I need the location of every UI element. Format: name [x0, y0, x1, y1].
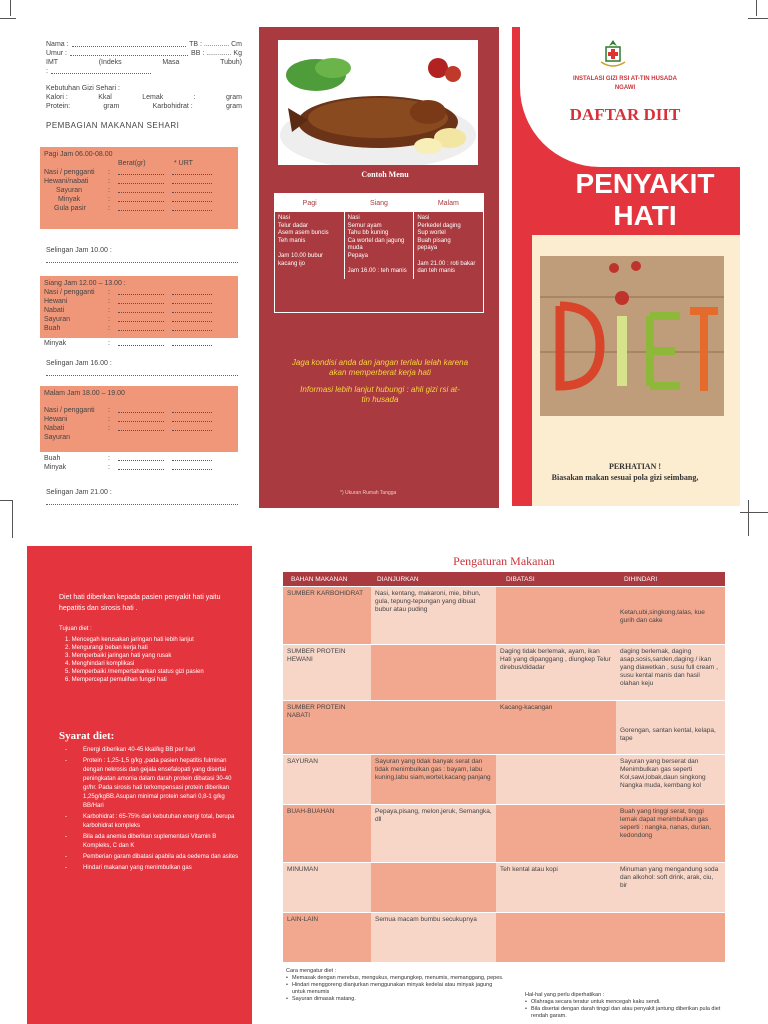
menu-item: Perkedel daging — [417, 222, 461, 229]
urt-label: * URT — [174, 160, 193, 167]
siang-title: Siang Jam 12.00 – 13.00 : — [44, 280, 126, 287]
table-row — [283, 912, 725, 962]
meal-item: Minyak — [58, 196, 81, 203]
cell-hindar: Minuman yang mengandung soda dan alkohol: soft drink, arak, ciu, bir — [620, 866, 719, 889]
cara-title: Cara mengatur diet : — [286, 968, 337, 974]
meal-box-malam: Malam Jam 18.00 – 19.00 Nasi / pengganti : Hewani : Nabati : Sayuran — [40, 386, 238, 452]
cell-anjur — [371, 645, 496, 700]
cell-bahan: SUMBER KARBOHIDRAT — [287, 590, 364, 597]
menu-col-pagi — [275, 212, 345, 279]
tujuan-item: 5. Memperbaiki /mempertahankan status gizi pasien — [65, 669, 204, 675]
meal-box-pagi: Pagi Jam 06.00-08.00 Berat(gr) * URT Nasi / pengganti : Hewani/nabati : Sayuran : Minyak : Gula pasir : — [40, 147, 238, 229]
menu-item: pepaya — [417, 245, 438, 251]
patient-form — [46, 40, 242, 130]
syarat-item: Hindari makanan yang menimbulkan gas — [83, 865, 192, 871]
crop-mark — [0, 500, 12, 501]
footnote-urt: *) Ukuran Rumah Tangga — [340, 490, 397, 496]
gram-label: gram — [226, 103, 242, 110]
cell-bahan: BUAH-BUAHAN — [287, 808, 335, 815]
cell-anjur: Pepaya,pisang, melon,jeruk, Semangka, dll — [371, 805, 496, 862]
menu-item: Jam 21.00 : roti bakar dan teh manis — [417, 260, 476, 274]
syarat-item: Energi diberikan 40-45 kkal/kg BB per hari — [83, 747, 196, 753]
menu-item: Ca wortel dan jagung muda — [347, 237, 405, 251]
meal-item: Sayuran — [44, 434, 71, 441]
menu-item: Buah pisang — [417, 237, 451, 244]
menu-header: Malam — [437, 199, 459, 207]
malam-after-rows: Buah : Minyak : — [44, 454, 238, 472]
menu-item: Teh manis — [278, 237, 306, 244]
crop-mark — [0, 18, 16, 19]
dotted-line — [46, 255, 238, 263]
tujuan-list — [65, 636, 243, 684]
selingan-2 — [46, 359, 238, 376]
menu-item: Nasi — [347, 215, 360, 221]
pagi-title: Pagi Jam 06.00-08.00 — [44, 151, 113, 158]
table-row — [283, 586, 725, 644]
menu-item: Pepaya — [347, 252, 369, 259]
menu-item: Jam 16.00 : teh manis — [347, 268, 407, 274]
crop-mark — [748, 18, 768, 19]
dotted-line — [72, 40, 187, 47]
meal-item: Nabati — [44, 425, 65, 432]
meal-item: Buah — [44, 325, 61, 332]
kebutuhan-title: Kebutuhan Gizi Sehari : — [46, 85, 120, 92]
tb-label: TB : ............. Cm — [189, 41, 242, 48]
hal-item: Bila disertai dengan darah tinggi dan atau penyakit jantung diberikan pula diet rendah garam. — [531, 1006, 721, 1019]
gram-label: gram — [103, 103, 120, 110]
karbohidrat-label: Karbohidrat : — [152, 103, 193, 110]
hospital-logo — [595, 38, 631, 70]
table-row — [283, 700, 725, 754]
table-header: DIHINDARI — [624, 575, 658, 583]
pembagian-title: PEMBAGIAN MAKANAN SEHARI — [46, 121, 180, 130]
diet-photo — [540, 256, 724, 416]
kkal-label: Kkal — [98, 94, 112, 101]
cell-batas — [496, 805, 616, 862]
cell-bahan: MINUMAN — [287, 866, 319, 873]
perhatian-title: PERHATIAN ! — [608, 462, 662, 471]
crop-mark — [748, 500, 749, 536]
pengaturan-title: Pengaturan Makanan — [453, 554, 555, 568]
selingan-3 — [46, 488, 238, 505]
meal-item: Buah — [44, 455, 61, 462]
cell-anjur: Sayuran yang tidak banyak serat dan tidak menimbulkan gas : bayam, labu kuning,labu siam,wortel,kacang panjang — [371, 755, 496, 804]
table-header: DIBATASI — [506, 575, 535, 583]
menu-item: Sup wortel — [417, 230, 446, 236]
note-jaga-kondisi: Jaga kondisi anda dan jangan terlalu lelah karena akan memperberat kerja hati — [291, 358, 469, 377]
cover-strip — [512, 235, 532, 506]
cara-item: Memasak dengan merebus, mengukus, mengungkep, menumis, memanggang, pepes. — [292, 975, 504, 981]
cell-hindar: Ketan,ubi,singkong,talas, kue gurih dan cake — [620, 609, 705, 624]
meal-item: Nasi / pengganti — [44, 169, 95, 176]
meal-item: Nabati — [44, 307, 65, 314]
imt-label: IMT — [46, 59, 59, 66]
dotted-line — [46, 368, 238, 376]
tujuan-item: 1. Mencegah kerusakan jaringan hati lebih lanjut — [65, 637, 194, 643]
hal-item: Olahraga secara teratur untuk mencegah kaku sendi. — [531, 999, 661, 1005]
menu-item: Telur dadar — [278, 222, 309, 229]
selingan-1 — [46, 246, 238, 263]
cell-anjur — [371, 701, 496, 754]
cover-title-penyakit: PENYAKIT — [575, 168, 715, 199]
meal-item: Gula pasir — [54, 205, 86, 212]
dotted-line — [51, 67, 151, 74]
indeks-label: (Indeks — [98, 59, 122, 66]
menu-col-siang — [345, 212, 415, 279]
tujuan-item: 3. Memperbaiki jaringan hati yang rusak — [65, 653, 172, 659]
masa-label: Masa — [162, 59, 180, 66]
table-row — [283, 804, 725, 862]
cell-hindar: Gorengan, santan kental, kelapa, tape — [616, 701, 725, 754]
cell-bahan: SAYURAN — [287, 758, 318, 765]
crop-mark — [10, 0, 11, 16]
cell-batas — [496, 587, 616, 644]
cara-item: Hindari menggoreng dianjurkan menggunakan minyak kedelai atau minyak jagung untuk menumis — [292, 982, 493, 995]
institution-name: INSTALASI GIZI RSI AT-TIN HUSADA — [573, 76, 677, 82]
dotted-line — [46, 497, 238, 505]
menu-caption: Contoh Menu — [361, 170, 409, 179]
meal-item: Hewani — [44, 298, 68, 305]
meal-item: Minyak — [44, 464, 67, 471]
cell-bahan: LAIN-LAIN — [287, 916, 319, 923]
colon: : — [193, 94, 196, 101]
table-row — [283, 862, 725, 912]
dotted-line — [70, 49, 188, 56]
cell-anjur: Nasi, kentang, makaroni, mie, bihun, gula, tepung-tepungan yang dibuat bubur atau puding — [371, 587, 496, 644]
daftar-diit-title: DAFTAR DIIT — [569, 105, 681, 124]
menu-example-table — [274, 193, 484, 313]
cell-bahan: SUMBER PROTEIN HEWANI — [287, 648, 346, 663]
gram-label: gram — [226, 94, 242, 101]
cell-batas — [496, 755, 616, 804]
intro-paragraph: Diet hati diberikan kepada pasien penyakit hati yaitu hepatitis dan sirosis hati . — [59, 594, 221, 612]
umur-label: Umur : — [46, 50, 67, 57]
colon: : — [46, 68, 48, 75]
meal-item: Hewani/nabati — [44, 178, 89, 185]
tubuh-label: Tubuh) — [220, 59, 242, 66]
menu-col-malam — [414, 212, 483, 279]
meal-box-siang: Siang Jam 12.00 – 13.00 : Nasi / pengganti : Hewani : Nabati : Sayuran : Buah : — [40, 276, 238, 338]
table-header: DIANJURKAN — [377, 575, 419, 583]
cell-batas — [496, 913, 616, 962]
menu-item: Asem asem buncis — [278, 230, 329, 236]
table-header: BAHAN MAKANAN — [291, 575, 348, 583]
menu-header: Pagi — [302, 199, 317, 207]
cell-bahan: SUMBER PROTEIN NABATI — [287, 704, 346, 719]
table-row — [283, 644, 725, 700]
crop-mark — [12, 500, 13, 538]
menu-item: Semur ayam — [347, 222, 382, 229]
selingan-label: Selingan Jam 10.00 : — [46, 247, 112, 254]
syarat-list: - Energi diberikan 40-45 kkal/kg BB per hari - Protein : 1,25-1,5 g/kg ,pada pasien hepatitis fulminan dengan nekrosis dan gejala ensefalopati yang disertai peningkatan amonia dalam darah protein dibatasi 30-40 gr/hr. Pada sirosis hati terkompensasi protein diberikan 1,25g/kgBB.Asupan minimal protein sehari 0,8-1 g/kg BB/Hari - Karbohidrat : 65-75% dari kebutuhan energi total, berupa karbohidrat kompleks - Bila ada anemia diberikan suplementasi Vitamin B Kompleks, C dan K - Pemberian garam dibatasi apabila ada oedema dan asites - Hindari makanan yang menimbulkan gas — [65, 746, 243, 875]
note-informasi: Informasi lebih lanjut hubungi : ahli gizi rsi at-tin husada — [300, 385, 460, 404]
perhatian-text: Biasakan makan sesuai pola gizi seimbang, — [551, 473, 699, 482]
meal-item: Sayuran — [44, 316, 71, 323]
syarat-title: Syarat diet: — [59, 730, 115, 742]
menu-item: Nasi — [417, 215, 430, 221]
meal-item: Sayuran — [56, 187, 83, 194]
hal-diperhatikan: Hal-hal yang perlu diperhatikan : • Olahraga secara teratur untuk mencegah kaku sendi. • Bila disertai dengan darah tinggi dan atau penyakit jantung diberikan pula diet rendah garam. — [525, 992, 735, 1020]
menu-item: Jam 10.00 bubur kacang ijo — [278, 253, 324, 267]
menu-header: Siang — [370, 199, 388, 207]
cell-hindar: Buah yang tinggi serat, tinggi lemak dapat menimbulkan gas seperti : nangka, nanas, durian, kedondong — [620, 808, 712, 839]
syarat-item: Karbohidrat : 65-75% dari kebutuhan energi total, berupa karbohidrat kompleks — [83, 814, 235, 829]
food-table — [283, 572, 725, 964]
tujuan-title: Tujuan diet : — [59, 626, 92, 632]
tujuan-item: 6. Mempercepat pemulihan fungsi hati — [65, 677, 167, 683]
table-row — [283, 754, 725, 804]
meal-item: Minyak — [44, 340, 67, 347]
menu-item: Tahu bb kuning — [347, 230, 389, 236]
syarat-item: Pemberian garam dibatasi apabila ada oedema dan asites — [83, 854, 239, 860]
tujuan-item: 2. Mengurangi beban kerja hati — [65, 645, 148, 651]
meal-item: Nasi / pengganti — [44, 289, 95, 296]
protein-label: Protein: — [46, 103, 71, 110]
cover-title-hati: HATI — [613, 200, 677, 231]
cara-mengatur: Cara mengatur diet : • Memasak dengan merebus, mengukus, mengungkep, menumis, memanggang, pepes. • Hindari menggoreng dianjurkan menggunakan minyak kedelai atau minyak jagung untuk menumis • Sayuran dimasak matang. — [286, 968, 506, 1003]
intro-panel — [27, 546, 252, 1024]
lemak-label: Lemak — [142, 94, 164, 101]
cell-anjur: Semua macam bumbu secukupnya — [371, 913, 496, 962]
selingan-label: Selingan Jam 21.00 : — [46, 489, 112, 496]
crop-mark — [740, 512, 768, 513]
meal-item: Nasi / pengganti — [44, 407, 95, 414]
nama-label: Nama : — [46, 41, 69, 48]
cell-anjur — [371, 863, 496, 912]
meal-row-minyak: Minyak : — [44, 339, 238, 348]
berat-label: Berat(gr) — [118, 160, 146, 167]
syarat-item: Protein : 1,25-1,5 g/kg ,pada pasien hepatitis fulminan dengan nekrosis dan gejala ensefalopati yang disertai peningkatan amonia dalam darah protein dibatasi 30-40 gr/hr. Pada sirosis hati terkompensasi protein diberikan 1,25g/kgBB.Asupan minimal protein sehari 0,8-1 g/kg BB/Hari — [83, 758, 232, 809]
tujuan-item: 4. Menghindari komplikasi — [65, 661, 135, 667]
institution-city: NGAWI — [614, 85, 636, 91]
cell-batas: Daging tidak berlemak, ayam, ikan Hati yang dipanggang , diungkep Telur direbus/didadar — [500, 648, 611, 671]
food-photo — [278, 40, 478, 165]
cell-batas: Teh kental atau kopi — [500, 866, 558, 873]
cell-hindar — [616, 913, 725, 962]
cara-item: Sayuran dimasak matang. — [292, 996, 356, 1002]
syarat-item: Bila ada anemia diberikan suplementasi Vitamin B Kompleks, C dan K — [83, 834, 217, 849]
meal-item: Hewani — [44, 416, 68, 423]
cell-hindar: daging berlemak, daging asap,sosis,sarden,daging / ikan yang diawetkan , susu full cream , susu kental manis dan hasil olahan keju — [620, 648, 718, 687]
kalori-label: Kalori : — [46, 94, 68, 101]
menu-item: Nasi — [278, 215, 291, 221]
selingan-label: Selingan Jam 16.00 : — [46, 360, 112, 367]
cell-batas: Kacang-kacangan — [500, 704, 553, 711]
cell-hindar: Sayuran yang berserat dan Menimbulkan gas seperti Kol,sawi,lobak,daun singkong Nangka muda, kembang kol — [620, 758, 706, 789]
malam-title: Malam Jam 18.00 – 19.00 — [44, 390, 125, 397]
hal-title: Hal-hal yang perlu diperhatikan : — [525, 992, 605, 998]
bb-label: BB : ............. Kg — [191, 50, 242, 57]
crop-mark — [756, 0, 757, 16]
